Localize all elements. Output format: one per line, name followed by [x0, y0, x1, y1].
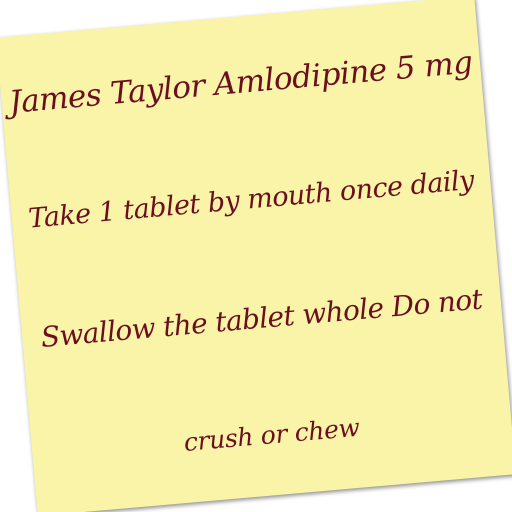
note-line-instruction-continued: crush or chew	[182, 412, 361, 457]
note-line-instruction: Swallow the tablet whole Do not	[39, 282, 484, 354]
note-line-dosage: Take 1 tablet by mouth once daily	[27, 164, 476, 235]
note-line-patient-medication: James Taylor Amlodipine 5 mg	[7, 44, 474, 121]
